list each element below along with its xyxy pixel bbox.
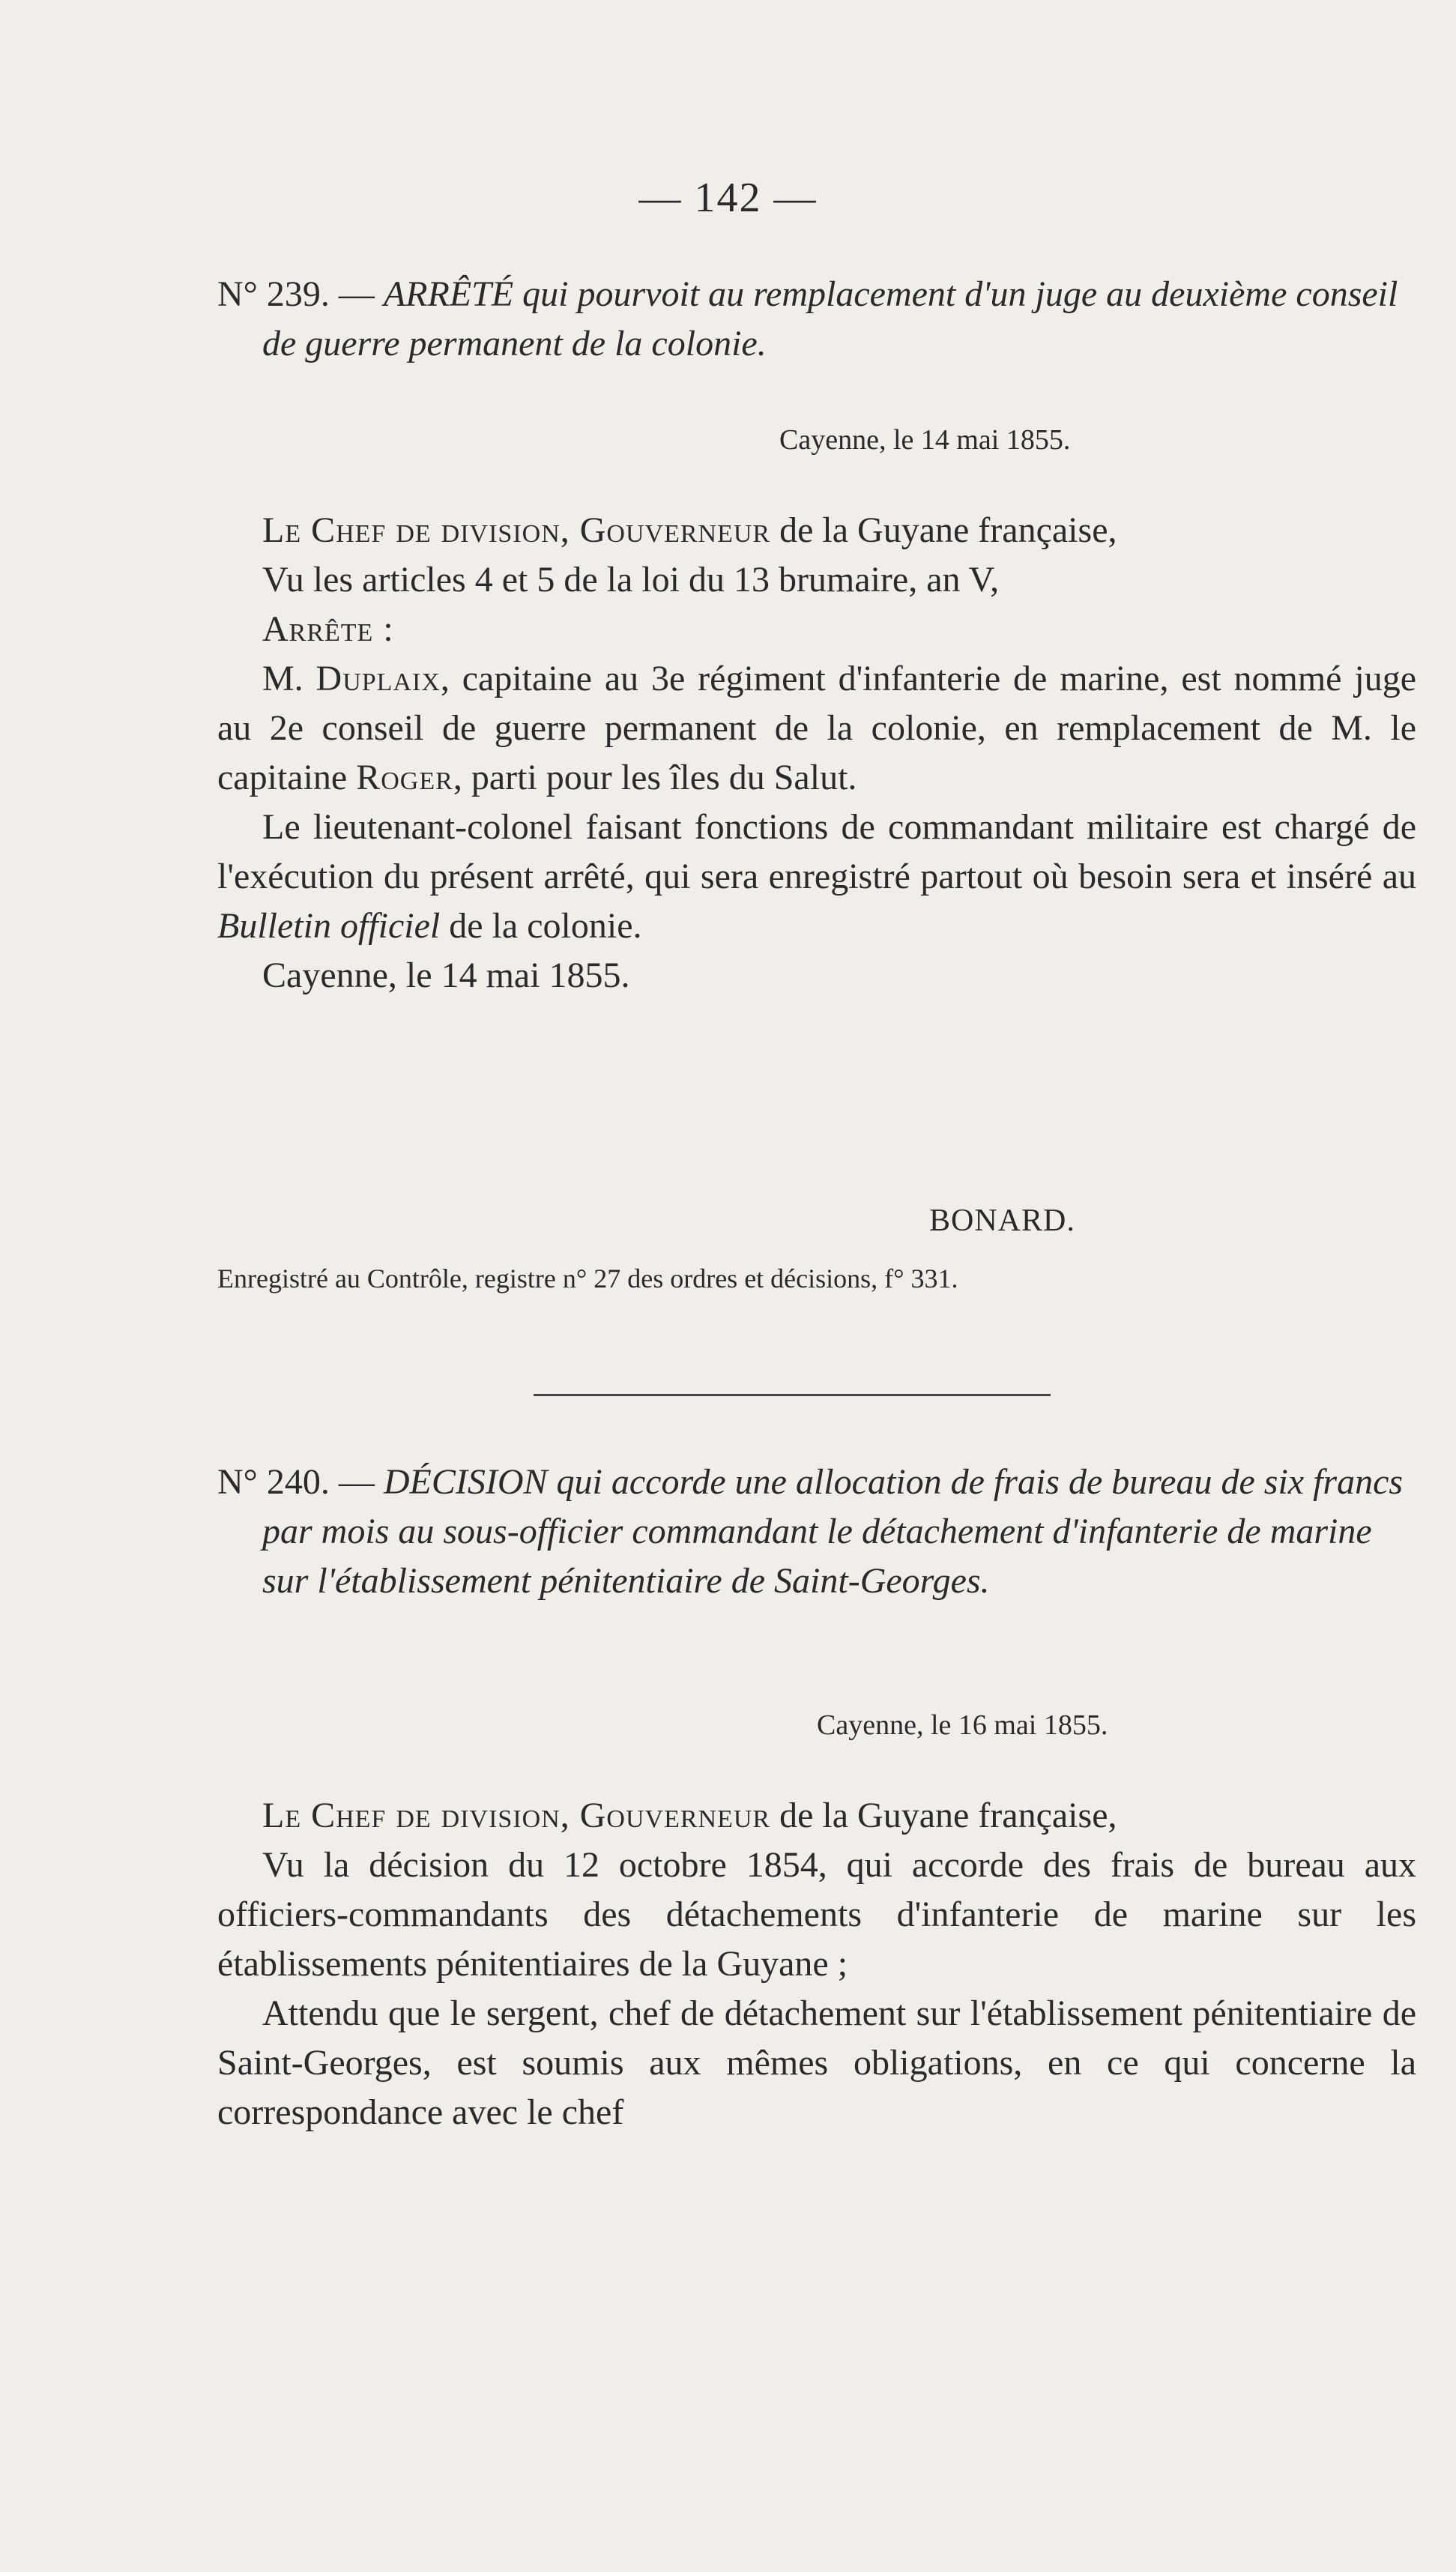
doc-239-heading bbox=[217, 270, 1416, 369]
doc-239-subject: qui pourvoit au remplacement d'un juge au deuxième conseil de guerre permanent de la colonie. bbox=[262, 274, 1398, 363]
doc-239-title: ARRÊTÉ bbox=[383, 274, 514, 314]
text-run: M. bbox=[262, 659, 316, 698]
doc-239-authority bbox=[217, 506, 1416, 555]
doc-239-article-1 bbox=[217, 654, 1416, 803]
doc-240-attendu: Attendu que le sergent, chef de détachement sur l'établissement pénitentiaire de Saint-Georges, est soumis aux mêmes obligations, en ce qui concerne la correspondance avec le chef bbox=[217, 1993, 1416, 2132]
doc-240-authority-place: de la Guyane française, bbox=[770, 1796, 1117, 1835]
page-number: — 142 — bbox=[638, 175, 818, 221]
doc-240-considerant: Vu la décision du 12 octobre 1854, qui accorde des frais de bureau aux officiers-commandants des détachements d'infanterie de marine sur les établissements pénitentiaires de la Guyane ; bbox=[217, 1845, 1416, 1984]
doc-239-authority-title: Le Chef de division, Gouverneur bbox=[262, 510, 771, 550]
doc-240-heading bbox=[217, 1458, 1416, 1606]
doc-239-signature: BONARD. bbox=[929, 1204, 1075, 1238]
text-run: de la colonie. bbox=[440, 906, 642, 946]
doc-239-authority-place: de la Guyane française, bbox=[770, 510, 1117, 550]
doc-240-subject: qui accorde une allocation de frais de bureau de six francs par mois au sous-officier commandant le détachement d'infanterie de marine sur l'établissement pénitentiaire de Saint-Georges. bbox=[262, 1462, 1404, 1601]
doc-239-considerant: Vu les articles 4 et 5 de la loi du 13 brumaire, an V, bbox=[262, 560, 1000, 600]
doc-239-number: N° 239. — bbox=[217, 274, 375, 314]
doc-239-body bbox=[217, 506, 1416, 1000]
doc-240-body bbox=[217, 1791, 1416, 2137]
person-name: Duplaix bbox=[315, 659, 441, 698]
doc-240-title: DÉCISION bbox=[383, 1462, 548, 1502]
doc-239-article-2 bbox=[217, 803, 1416, 951]
person-name: Roger bbox=[356, 758, 453, 797]
doc-240-authority bbox=[217, 1791, 1416, 1841]
doc-239-registration: Enregistré au Contrôle, registre n° 27 des ordres et décisions, f° 331. bbox=[217, 1264, 958, 1293]
doc-239-closing: Cayenne, le 14 mai 1855. bbox=[262, 956, 630, 995]
text-run: Le lieutenant-colonel faisant fonctions de commandant militaire est chargé de l'exécution du présent arrêté, qui sera enregistré partout où besoin sera et inséré au bbox=[217, 807, 1416, 896]
bulletin-title: Bulletin officiel bbox=[217, 906, 441, 946]
doc-239-arrete: Arrête : bbox=[262, 609, 394, 649]
separator-rule bbox=[534, 1394, 1051, 1396]
doc-240-authority-title: Le Chef de division, Gouverneur bbox=[262, 1796, 771, 1835]
text-run: , parti pour les îles du Salut. bbox=[453, 758, 857, 797]
doc-239-place-date: Cayenne, le 14 mai 1855. bbox=[779, 424, 1071, 456]
doc-240-place-date: Cayenne, le 16 mai 1855. bbox=[817, 1709, 1108, 1741]
text-run: , capitaine au 3e régiment d'infanterie de marine, est nommé juge au 2e conseil de guerre permanent de la colonie, en remplacement de M. le capitaine bbox=[217, 659, 1416, 797]
doc-240-number: N° 240. — bbox=[217, 1462, 375, 1502]
